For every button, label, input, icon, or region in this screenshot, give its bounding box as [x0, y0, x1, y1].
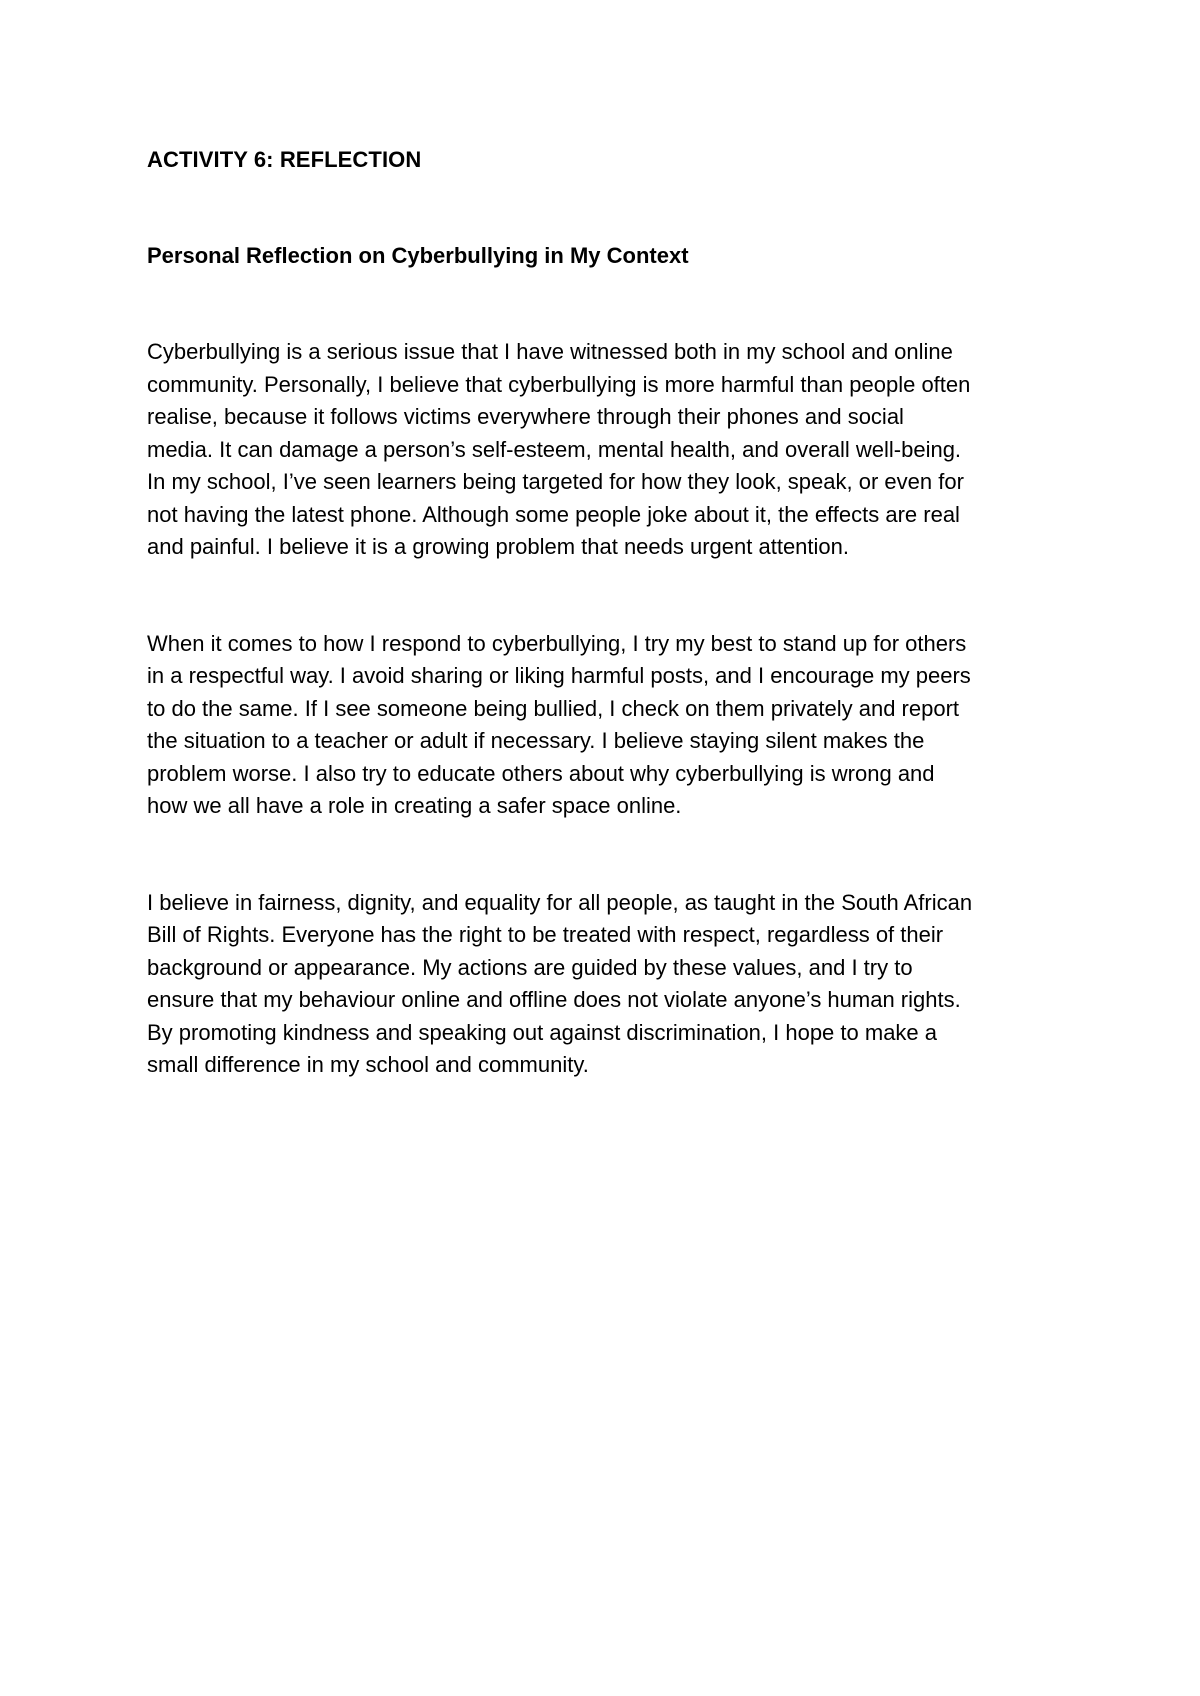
- paragraph-line: By promoting kindness and speaking out against discrimination, I hope to make a: [147, 1019, 938, 1045]
- section-heading: Personal Reflection on Cyberbullying in My Context: [147, 243, 689, 268]
- paragraph-line: background or appearance. My actions are guided by these values, and I try to: [147, 954, 913, 980]
- activity-title: ACTIVITY 6: REFLECTION: [147, 147, 422, 172]
- paragraph-values: [147, 887, 1067, 1082]
- paragraph-line: Bill of Rights. Everyone has the right to be treated with respect, regardless of their: [147, 922, 944, 947]
- paragraph-line: Cyberbullying is a serious issue that I have witnessed both in my school and online: [147, 339, 953, 364]
- paragraph-impact: [147, 336, 1067, 564]
- paragraph-line: media. It can damage a person’s self-esteem, mental health, and overall well-being.: [147, 436, 962, 462]
- paragraph-line: ensure that my behaviour online and offline does not violate anyone’s human rights.: [147, 987, 961, 1012]
- paragraph-line: In my school, I’ve seen learners being targeted for how they look, speak, or even for: [147, 469, 964, 494]
- paragraph-line: community. Personally, I believe that cyberbullying is more harmful than people often: [147, 371, 971, 397]
- paragraph-line: how we all have a role in creating a safer space online.: [147, 793, 682, 818]
- paragraph-line: to do the same. If I see someone being bullied, I check on them privately and report: [147, 695, 960, 721]
- paragraph-line: realise, because it follows victims everywhere through their phones and social: [147, 404, 904, 429]
- paragraph-line: When it comes to how I respond to cyberbullying, I try my best to stand up for others: [147, 630, 967, 656]
- paragraph-line: and painful. I believe it is a growing problem that needs urgent attention.: [147, 534, 850, 559]
- paragraph-line: not having the latest phone. Although some people joke about it, the effects are real: [147, 501, 960, 527]
- paragraph-line: in a respectful way. I avoid sharing or liking harmful posts, and I encourage my peers: [147, 663, 971, 688]
- paragraph-response: [147, 628, 1067, 823]
- paragraph-line: I believe in fairness, dignity, and equality for all people, as taught in the South African: [147, 889, 973, 915]
- paragraph-line: small difference in my school and community.: [147, 1052, 589, 1077]
- paragraph-line: problem worse. I also try to educate others about why cyberbullying is wrong and: [147, 760, 935, 786]
- document-content: [147, 144, 1067, 1082]
- paragraph-line: the situation to a teacher or adult if necessary. I believe staying silent makes the: [147, 728, 925, 753]
